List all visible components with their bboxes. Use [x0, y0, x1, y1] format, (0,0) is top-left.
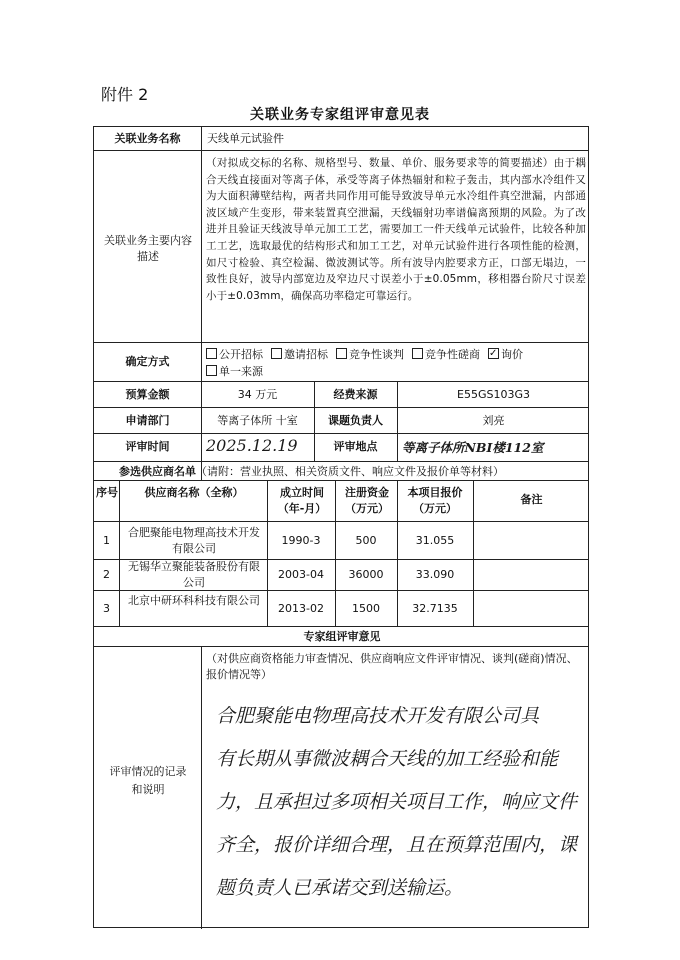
place-label: 评审地点 — [333, 440, 378, 453]
checkbox-icon[interactable] — [412, 348, 423, 359]
method-option-label: 单一来源 — [219, 365, 263, 378]
checkbox-icon[interactable] — [206, 365, 217, 376]
table-row-2-capital: 36000 — [348, 568, 384, 581]
opinion-line-1: 合肥聚能电物理高技术开发有限公司具 — [216, 705, 540, 727]
table-row-3-date: 2013-02 — [278, 602, 324, 615]
attachment-label: 附件 2 — [101, 85, 149, 104]
table-row-1-no: 1 — [103, 534, 110, 547]
table-row-1-name: 合肥聚能电物理高技术开发有限公司 — [128, 526, 260, 555]
review-form-table — [93, 126, 589, 928]
checkbox-icon[interactable] — [336, 348, 347, 359]
table-row-2-name: 无锡华立聚能装备股份有限公司 — [128, 560, 260, 589]
budget-value: 34 万元 — [237, 388, 278, 401]
review-place-handwritten: 等离子体所NBI楼112室 — [402, 440, 544, 455]
method-option-2[interactable] — [271, 348, 328, 361]
col-header-capital: 注册资金（万元） — [345, 486, 389, 515]
business-name-value: 天线单元试验件 — [207, 132, 284, 145]
method-option-1[interactable] — [206, 348, 263, 361]
table-row-3-no: 3 — [103, 602, 110, 615]
checkbox-icon[interactable] — [488, 348, 499, 359]
method-option-label: 公开招标 — [219, 348, 263, 361]
opinion-label: 评审情况的记录和说明 — [109, 765, 187, 796]
method-option-6[interactable] — [206, 365, 263, 378]
dept-value: 等离子体所 十室 — [217, 414, 298, 427]
table-row-1-date: 1990-3 — [281, 534, 321, 547]
table-row-2-quote: 33.090 — [415, 568, 455, 581]
review-time-handwritten: 2025.12.19 — [206, 436, 298, 455]
method-option-label: 竞争性磋商 — [425, 348, 480, 361]
budget-label: 预算金额 — [125, 388, 170, 401]
method-option-3[interactable] — [336, 348, 404, 361]
leader-value: 刘亮 — [482, 414, 505, 427]
business-name-label: 关联业务名称 — [114, 132, 181, 145]
checkbox-icon[interactable] — [271, 348, 282, 359]
opinion-note: （对供应商资格能力审查情况、供应商响应文件评审情况、谈判(磋商)情况、报价情况等） — [206, 652, 578, 681]
opinion-section-header: 专家组评审意见 — [303, 630, 381, 643]
table-row-3-capital: 1500 — [352, 602, 380, 615]
method-label: 确定方式 — [125, 355, 170, 368]
opinion-line-3: 力，且承担过多项相关项目工作，响应文件 — [216, 791, 578, 813]
col-header-name: 供应商名称（全称） — [144, 486, 244, 499]
time-label: 评审时间 — [125, 440, 170, 453]
table-row-2-date: 2003-04 — [278, 568, 324, 581]
method-option-4[interactable] — [412, 348, 480, 361]
fund-value: E55GS103G3 — [457, 388, 530, 401]
opinion-line-5: 题负责人已承诺交到送输运。 — [216, 877, 464, 899]
opinion-line-2: 有长期从事微波耦合天线的加工经验和能 — [216, 748, 559, 770]
checkbox-icon[interactable] — [206, 348, 217, 359]
method-option-label: 询价 — [501, 348, 523, 361]
content-description: （对拟成交标的名称、规格型号、数量、单价、服务要求等的简要描述）由于耦合天线直接面对等离子体，承受等离子体热辐射和粒子轰击，其内部水冷组件又为大面积薄壁结构，两者共同作用可能导致波导单元水冷组件真空泄漏，内部通波区域产生变形，带来装置真空泄漏，天线辐射功率谱偏离预期的风险。为了改进并且验证天线波导单元加工工艺，需要加工一件天线单元试验件，比较各种加工工艺，选取最优的结构形式和加工工艺，对单元试验件进行各项性能的检测，如尺寸检验、真空检漏、微波测试等。所有波导内腔要求方正，口部无塌边，一致性良好，波导内部宽边及窄边尺寸误差小于±0.05mm，移相器台阶尺寸误差小于±0.03mm，确保高功率稳定可靠运行。 — [206, 157, 586, 302]
method-option-5[interactable] — [488, 348, 523, 361]
fund-label: 经费来源 — [333, 388, 378, 401]
col-header-no: 序号 — [96, 486, 118, 499]
col-header-remark: 备注 — [520, 493, 543, 506]
supplier-header-title: 参选供应商名单 — [119, 465, 196, 478]
method-option-label: 竞争性谈判 — [349, 348, 404, 361]
opinion-line-4: 齐全，报价详细合理，且在预算范围内，课 — [216, 834, 578, 856]
dept-label: 申请部门 — [125, 414, 170, 427]
content-label: 关联业务主要内容描述 — [104, 234, 192, 263]
form-title: 关联业务专家组评审意见表 — [250, 107, 430, 123]
table-row-1-capital: 500 — [355, 534, 377, 547]
table-row-2-no: 2 — [103, 568, 110, 581]
method-option-label: 邀请招标 — [284, 348, 328, 361]
col-header-quote: 本项目报价（万元） — [407, 486, 463, 515]
opinion-handwritten-text — [216, 695, 586, 910]
table-row-3-name: 北京中研环科科技有限公司 — [128, 594, 260, 607]
supplier-section-header — [119, 465, 504, 478]
table-row-1-quote: 31.055 — [415, 534, 455, 547]
method-options — [206, 346, 586, 380]
col-header-date: 成立时间（年-月） — [277, 486, 327, 515]
leader-label: 课题负责人 — [328, 414, 383, 427]
table-row-3-quote: 32.7135 — [412, 602, 458, 615]
supplier-header-note: （请附：营业执照、相关资质文件、响应文件及报价单等材料） — [196, 465, 504, 478]
